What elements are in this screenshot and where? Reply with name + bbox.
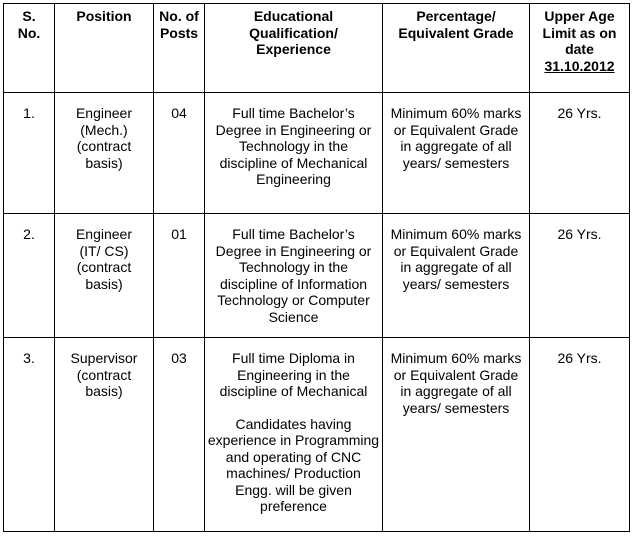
header-sno: S. No.: [4, 4, 55, 93]
cell-position: Engineer (IT/ CS) (contract basis): [55, 214, 154, 338]
header-age-limit: Upper Age Limit as on date 31.10.2012: [530, 4, 630, 93]
table-row: [4, 214, 630, 338]
header-percentage: Percentage/ Equivalent Grade: [383, 4, 530, 93]
posts-table: [3, 3, 630, 532]
cell-posts: 03: [154, 338, 205, 532]
cell-qualification: Full time Diploma in Engineering in the discipline of Mechanical Candidates having experience in Programming and operating of CNC machines/ Production Engg. will be given preference: [205, 338, 383, 532]
cell-sno: 1.: [4, 93, 55, 214]
header-posts: No. of Posts: [154, 4, 205, 93]
header-position: Position: [55, 4, 154, 93]
cell-sno: 2.: [4, 214, 55, 338]
cell-age: 26 Yrs.: [530, 338, 630, 532]
cell-age: 26 Yrs.: [530, 214, 630, 338]
header-age-date: 31.10.2012: [544, 57, 615, 74]
qualification-experience-note: Candidates having experience in Programming and operating of CNC machines/ Production Engg. will be given preference: [207, 415, 380, 514]
cell-position: Supervisor (contract basis): [55, 338, 154, 532]
header-qualification: Educational Qualification/ Experience: [205, 4, 383, 93]
cell-posts: 01: [154, 214, 205, 338]
cell-sno: 3.: [4, 338, 55, 532]
table-row: [4, 338, 630, 532]
cell-position: Engineer (Mech.) (contract basis): [55, 93, 154, 214]
cell-qualification: Full time Bachelor’s Degree in Engineering or Technology in the discipline of Information Technology or Computer Science: [205, 214, 383, 338]
cell-percentage: Minimum 60% marks or Equivalent Grade in aggregate of all years/ semesters: [383, 338, 530, 532]
cell-qualification: Full time Bachelor’s Degree in Engineering or Technology in the discipline of Mechanical Engineering: [205, 93, 383, 214]
cell-percentage: Minimum 60% marks or Equivalent Grade in aggregate of all years/ semesters: [383, 93, 530, 214]
cell-posts: 04: [154, 93, 205, 214]
table-row: [4, 93, 630, 214]
cell-percentage: Minimum 60% marks or Equivalent Grade in aggregate of all years/ semesters: [383, 214, 530, 338]
header-row: [4, 4, 630, 93]
cell-age: 26 Yrs.: [530, 93, 630, 214]
